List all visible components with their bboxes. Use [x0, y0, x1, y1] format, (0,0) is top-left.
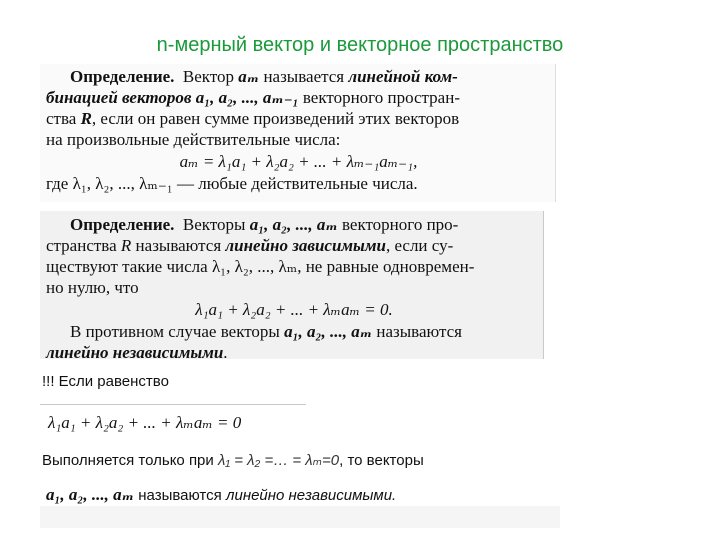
note-text: Выполняется только при [42, 452, 214, 469]
definition-2-vectors: a₁, a₂, ..., aₘ [284, 322, 373, 341]
definition-1-vectors: a₁, a₂, ..., aₘ₋₁ [195, 88, 299, 107]
definition-1-text: , если он равен сумме произведений этих векторов [91, 109, 460, 128]
definition-2-equation [46, 299, 542, 320]
note-text: называются [138, 487, 222, 504]
note-equation [48, 412, 241, 433]
note-rule [40, 404, 306, 405]
definition-2-vectors: a₁, a₂, ..., aₘ [249, 215, 338, 234]
definition-1-vector-am: aₘ [238, 67, 260, 86]
page-title: n-мерный вектор и векторное пространство [156, 34, 564, 56]
definition-1-word-called: называется [263, 67, 345, 86]
definition-1-label: Определение. [70, 67, 175, 86]
definition-2-line-5 [46, 321, 542, 342]
definition-2-line-2 [46, 235, 542, 256]
definition-1 [46, 66, 551, 194]
definition-1-line-4: на произвольные действительные числа: [46, 130, 341, 149]
definition-2 [46, 214, 542, 363]
definition-2-text: векторного про- [341, 215, 459, 234]
space-symbol-r: R [120, 236, 132, 255]
definition-2-text: В противном случае векторы [70, 322, 280, 341]
note [42, 372, 562, 392]
definition-2-line-3: ществуют такие числа λ₁, λ₂, ..., λₘ, не равные одновремен- [46, 257, 475, 276]
definition-2-text: . [223, 343, 228, 362]
definition-2-side-rule [543, 211, 544, 359]
definition-2-term: линейно зависимыми [225, 236, 386, 255]
equation-text: aₘ = λ₁a₁ + λ₂a₂ + ... + λₘ₋₁aₘ₋₁, [179, 152, 418, 171]
definition-2-text: называются [135, 236, 222, 255]
note-line-3 [46, 484, 396, 506]
definition-2-line-4: но нулю, что [46, 278, 139, 297]
definition-1-side-rule [555, 64, 556, 202]
definition-2-line-6 [46, 342, 542, 363]
definition-1-line-2 [46, 87, 551, 108]
definition-2-line-1 [46, 214, 542, 235]
definition-1-text: векторного простран- [302, 88, 460, 107]
note-bottom-band [40, 506, 560, 528]
definition-1-line-3 [46, 108, 551, 129]
note-condition: λ₁ = λ₂ =… = λₘ=0 [217, 452, 340, 469]
note-line-2 [42, 450, 424, 471]
definition-2-label: Определение. [70, 215, 175, 234]
definition-2-word: Векторы [182, 215, 246, 234]
equation-text: λ₁a₁ + λ₂a₂ + ... + λₘaₘ = 0. [195, 300, 393, 319]
definition-1-line-1 [46, 66, 551, 87]
note-vectors: a₁, a₂, ..., aₘ [46, 485, 134, 504]
definition-1-line-5: где λ₁, λ₂, ..., λₘ₋₁ — любые действительные числа. [46, 174, 418, 193]
definition-2-term-independent: линейно независимыми [46, 343, 224, 362]
space-symbol-r: R [80, 109, 92, 128]
definition-1-word: Вектор [182, 67, 235, 86]
equation-text: λ₁a₁ + λ₂a₂ + ... + λₘaₘ = 0 [48, 413, 242, 432]
definition-1-equation [46, 151, 551, 172]
note-text: , то векторы [339, 452, 424, 469]
definition-1-text: ства [46, 109, 77, 128]
note-line-1: !!! Если равенство [42, 373, 169, 390]
definition-1-term-cont: бинацией векторов [46, 88, 192, 107]
definition-2-text: странства [46, 236, 117, 255]
definition-2-text: , если су- [385, 236, 454, 255]
definition-2-text: называются [376, 322, 462, 341]
note-term: линейно независимыми. [226, 487, 397, 504]
definition-1-term: линейной ком- [348, 67, 458, 86]
